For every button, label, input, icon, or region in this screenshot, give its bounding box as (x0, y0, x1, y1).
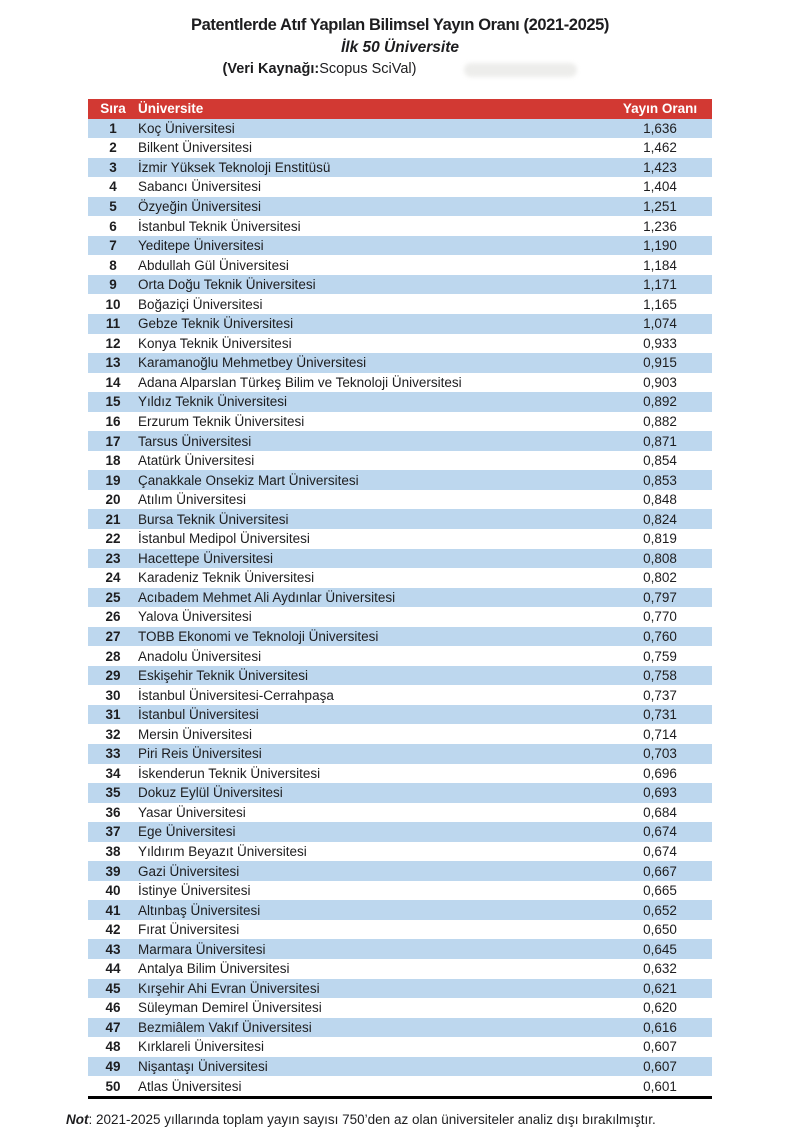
publication-rate-cell: 0,915 (643, 355, 677, 371)
university-name-cell: Konya Teknik Üniversitesi (138, 335, 292, 351)
publication-rate-cell: 0,665 (643, 883, 677, 899)
table-row (88, 646, 712, 666)
university-name-cell: Karamanoğlu Mehmetbey Üniversitesi (138, 355, 367, 371)
university-name-cell: İskenderun Teknik Üniversitesi (138, 765, 321, 781)
publication-rate-cell: 0,854 (643, 453, 677, 469)
rank-cell: 32 (105, 726, 121, 742)
publication-rate-cell: 0,652 (643, 902, 677, 918)
rank-cell: 8 (109, 257, 117, 273)
table-row (88, 412, 712, 432)
publication-rate-cell: 0,759 (643, 648, 677, 664)
table-row (88, 236, 712, 256)
university-name-cell: Atlas Üniversitesi (138, 1078, 242, 1094)
publication-rate-cell: 0,607 (643, 1059, 677, 1075)
university-name-cell: İstanbul Üniversitesi (138, 707, 259, 723)
university-name-cell: Dokuz Eylül Üniversitesi (138, 785, 283, 801)
rank-cell: 22 (105, 531, 121, 547)
table-header-row (88, 99, 712, 119)
table-row (88, 998, 712, 1018)
table-row (88, 216, 712, 236)
column-header-publication-rate: Yayın Oranı (622, 101, 698, 117)
rank-cell: 41 (105, 902, 121, 918)
source-label: (Veri Kaynağı: (222, 61, 320, 77)
table-row (88, 744, 712, 764)
table-row (88, 392, 712, 412)
rank-cell: 23 (105, 550, 121, 566)
university-name-cell: Hacettepe Üniversitesi (138, 550, 274, 566)
university-name-cell: Fırat Üniversitesi (138, 922, 240, 938)
university-name-cell: Piri Reis Üniversitesi (138, 746, 262, 762)
publication-rate-cell: 1,184 (643, 257, 677, 273)
table-row (88, 979, 712, 999)
table-row (88, 529, 712, 549)
table-body (88, 119, 712, 1096)
ranking-table (88, 99, 712, 1099)
rank-cell: 14 (105, 374, 121, 390)
university-name-cell: Bezmiâlem Vakıf Üniversitesi (138, 1019, 312, 1035)
publication-rate-cell: 0,696 (643, 765, 677, 781)
rank-cell: 6 (109, 218, 117, 234)
rank-cell: 13 (105, 355, 121, 371)
publication-rate-cell: 0,621 (643, 980, 677, 996)
publication-rate-cell: 1,423 (643, 159, 677, 175)
publication-rate-cell: 0,760 (643, 628, 677, 644)
rank-cell: 45 (105, 980, 121, 996)
publication-rate-cell: 1,171 (643, 277, 677, 293)
rank-cell: 9 (109, 277, 117, 293)
publication-rate-cell: 0,824 (643, 511, 677, 527)
table-row (88, 275, 712, 295)
rank-cell: 35 (105, 785, 121, 801)
rank-cell: 4 (109, 179, 117, 195)
university-name-cell: Anadolu Üniversitesi (138, 648, 262, 664)
university-name-cell: Antalya Bilim Üniversitesi (138, 961, 290, 977)
rank-cell: 10 (105, 296, 121, 312)
university-name-cell: Yasar Üniversitesi (138, 804, 246, 820)
table-row (88, 900, 712, 920)
table-row (88, 568, 712, 588)
publication-rate-cell: 0,853 (643, 472, 677, 488)
rank-cell: 31 (105, 707, 121, 723)
table-row (88, 470, 712, 490)
publication-rate-cell: 0,650 (643, 922, 677, 938)
university-name-cell: İstanbul Üniversitesi-Cerrahpaşa (138, 687, 334, 703)
university-name-cell: Sabancı Üniversitesi (138, 179, 262, 195)
rank-cell: 1 (109, 120, 117, 136)
table-row (88, 783, 712, 803)
publication-rate-cell: 0,848 (643, 492, 677, 508)
university-name-cell: İstanbul Teknik Üniversitesi (138, 218, 301, 234)
rank-cell: 39 (105, 863, 121, 879)
university-name-cell: İstanbul Medipol Üniversitesi (138, 531, 310, 547)
table-row (88, 138, 712, 158)
rank-cell: 26 (105, 609, 121, 625)
rank-cell: 30 (105, 687, 121, 703)
table-row (88, 197, 712, 217)
rank-cell: 11 (105, 316, 121, 332)
rank-cell: 34 (105, 765, 121, 781)
publication-rate-cell: 1,165 (643, 296, 677, 312)
rank-cell: 21 (105, 511, 121, 527)
table-row (88, 177, 712, 197)
table-row (88, 119, 712, 139)
university-name-cell: Orta Doğu Teknik Üniversitesi (138, 277, 316, 293)
table-row (88, 158, 712, 178)
publication-rate-cell: 1,190 (643, 238, 677, 254)
table-row (88, 607, 712, 627)
university-name-cell: Yeditepe Üniversitesi (138, 238, 264, 254)
rank-cell: 5 (109, 198, 117, 214)
rank-cell: 7 (109, 238, 117, 254)
table-row (88, 1037, 712, 1057)
rank-cell: 27 (105, 628, 121, 644)
rank-cell: 43 (105, 941, 121, 957)
university-name-cell: Kırşehir Ahi Evran Üniversitesi (138, 980, 320, 996)
rank-cell: 33 (105, 746, 121, 762)
rank-cell: 18 (105, 453, 121, 469)
table-row (88, 861, 712, 881)
rank-cell: 42 (105, 922, 121, 938)
rank-cell: 3 (109, 159, 117, 175)
publication-rate-cell: 0,770 (643, 609, 677, 625)
university-name-cell: Koç Üniversitesi (138, 120, 235, 136)
publication-rate-cell: 0,620 (643, 1000, 677, 1016)
table-row (88, 588, 712, 608)
table-row (88, 1057, 712, 1077)
table-row (88, 334, 712, 354)
publication-rate-cell: 0,903 (643, 374, 677, 390)
table-row (88, 842, 712, 862)
publication-rate-cell: 0,731 (643, 707, 677, 723)
university-name-cell: Atılım Üniversitesi (138, 492, 247, 508)
publication-rate-cell: 0,892 (643, 394, 677, 410)
university-name-cell: Çanakkale Onsekiz Mart Üniversitesi (138, 472, 359, 488)
university-name-cell: Bilkent Üniversitesi (138, 140, 253, 156)
page-title: Patentlerde Atıf Yapılan Bilimsel Yayın Oranı (2021-2025) (190, 16, 609, 34)
column-header-university: Üniversite (138, 101, 204, 117)
university-name-cell: Eskişehir Teknik Üniversitesi (138, 668, 309, 684)
rank-cell: 24 (105, 570, 121, 586)
table-row (88, 939, 712, 959)
rank-cell: 20 (105, 492, 121, 508)
table-row (88, 959, 712, 979)
table-row (88, 431, 712, 451)
publication-rate-cell: 0,616 (643, 1019, 677, 1035)
table-row (88, 822, 712, 842)
university-name-cell: Gebze Teknik Üniversitesi (138, 316, 294, 332)
table-row (88, 490, 712, 510)
table-row (88, 724, 712, 744)
redacted-smudge (464, 63, 577, 77)
publication-rate-cell: 0,758 (643, 668, 677, 684)
publication-rate-cell: 1,636 (643, 120, 677, 136)
publication-rate-cell: 0,797 (643, 589, 677, 605)
rank-cell: 37 (105, 824, 121, 840)
rank-cell: 38 (105, 844, 121, 859)
rank-cell: 40 (105, 883, 121, 899)
university-name-cell: İstinye Üniversitesi (138, 883, 251, 899)
university-name-cell: TOBB Ekonomi ve Teknoloji Üniversitesi (138, 628, 379, 644)
table-row (88, 509, 712, 529)
university-name-cell: Karadeniz Teknik Üniversitesi (138, 570, 315, 586)
university-name-cell: Yıldırım Beyazıt Üniversitesi (138, 844, 307, 859)
rank-cell: 46 (105, 1000, 121, 1016)
footnote (66, 1112, 760, 1128)
rank-cell: 28 (105, 648, 121, 664)
table-row (88, 1018, 712, 1038)
university-name-cell: Abdullah Gül Üniversitesi (138, 257, 289, 273)
publication-rate-cell: 0,933 (643, 335, 677, 351)
rank-cell: 17 (105, 433, 121, 449)
table-row (88, 294, 712, 314)
university-name-cell: Marmara Üniversitesi (138, 941, 266, 957)
table-row (88, 666, 712, 686)
table-row (88, 920, 712, 940)
university-name-cell: İzmir Yüksek Teknoloji Enstitüsü (138, 159, 331, 175)
table-row (88, 1076, 712, 1096)
source-value: Scopus SciVal) (319, 61, 417, 77)
publication-rate-cell: 0,667 (643, 863, 677, 879)
rank-cell: 49 (105, 1059, 121, 1075)
table-row (88, 549, 712, 569)
table-row (88, 314, 712, 334)
table-row (88, 803, 712, 823)
publication-rate-cell: 0,703 (643, 746, 677, 762)
publication-rate-cell: 0,802 (643, 570, 677, 586)
rank-cell: 29 (105, 668, 121, 684)
university-name-cell: Boğaziçi Üniversitesi (138, 296, 263, 312)
footnote-text: : 2021-2025 yıllarında toplam yayın sayısı 750’den az olan üniversiteler analiz dışı bırakılmıştır. (88, 1111, 656, 1127)
publication-rate-cell: 0,693 (643, 785, 677, 801)
rank-cell: 47 (105, 1019, 121, 1035)
publication-rate-cell: 1,404 (643, 179, 677, 195)
university-name-cell: Ege Üniversitesi (138, 824, 236, 840)
table-row (88, 353, 712, 373)
rank-cell: 44 (105, 961, 121, 977)
university-name-cell: Acıbadem Mehmet Ali Aydınlar Üniversitesi (138, 589, 396, 605)
publication-rate-cell: 0,871 (643, 433, 677, 449)
university-name-cell: Altınbaş Üniversitesi (138, 902, 261, 918)
university-name-cell: Nişantaşı Üniversitesi (138, 1059, 268, 1075)
publication-rate-cell: 1,251 (643, 198, 677, 214)
publication-rate-cell: 0,645 (643, 941, 677, 957)
university-name-cell: Yalova Üniversitesi (138, 609, 252, 625)
university-name-cell: Mersin Üniversitesi (138, 726, 253, 742)
page-subtitle: İlk 50 Üniversite (340, 39, 460, 56)
table-row (88, 881, 712, 901)
publication-rate-cell: 0,808 (643, 550, 677, 566)
university-name-cell: Kırklareli Üniversitesi (138, 1039, 265, 1055)
rank-cell: 50 (105, 1078, 121, 1094)
rank-cell: 15 (105, 394, 121, 410)
rank-cell: 16 (105, 413, 121, 429)
publication-rate-cell: 0,607 (643, 1039, 677, 1055)
university-name-cell: Erzurum Teknik Üniversitesi (138, 413, 305, 429)
university-name-cell: Süleyman Demirel Üniversitesi (138, 1000, 322, 1016)
publication-rate-cell: 1,236 (643, 218, 677, 234)
university-name-cell: Gazi Üniversitesi (138, 863, 240, 879)
rank-cell: 2 (109, 140, 117, 156)
table-row (88, 627, 712, 647)
table-row (88, 764, 712, 784)
rank-cell: 48 (105, 1039, 121, 1055)
publication-rate-cell: 0,714 (643, 726, 677, 742)
table-row (88, 705, 712, 725)
university-name-cell: Tarsus Üniversitesi (138, 433, 252, 449)
publication-rate-cell: 1,074 (643, 316, 677, 332)
university-name-cell: Adana Alparslan Türkeş Bilim ve Teknoloji Üniversitesi (138, 374, 462, 390)
publication-rate-cell: 0,632 (643, 961, 677, 977)
publication-rate-cell: 0,819 (643, 531, 677, 547)
publication-rate-cell: 0,674 (643, 824, 677, 840)
footnote-label: Not (66, 1111, 89, 1127)
rank-cell: 36 (105, 804, 121, 820)
publication-rate-cell: 0,674 (643, 844, 677, 859)
university-name-cell: Yıldız Teknik Üniversitesi (138, 394, 288, 410)
university-name-cell: Özyeğin Üniversitesi (138, 198, 262, 214)
publication-rate-cell: 0,882 (643, 413, 677, 429)
table-row (88, 685, 712, 705)
publication-rate-cell: 0,737 (643, 687, 677, 703)
university-name-cell: Atatürk Üniversitesi (138, 453, 255, 469)
university-name-cell: Bursa Teknik Üniversitesi (138, 511, 289, 527)
table-row (88, 373, 712, 393)
column-header-rank: Sıra (100, 101, 126, 117)
publication-rate-cell: 1,462 (643, 140, 677, 156)
publication-rate-cell: 0,601 (643, 1078, 677, 1094)
publication-rate-cell: 0,684 (643, 804, 677, 820)
table-row (88, 255, 712, 275)
rank-cell: 12 (105, 335, 121, 351)
table-row (88, 451, 712, 471)
rank-cell: 19 (105, 472, 121, 488)
data-source-line (0, 62, 800, 77)
rank-cell: 25 (105, 589, 121, 605)
